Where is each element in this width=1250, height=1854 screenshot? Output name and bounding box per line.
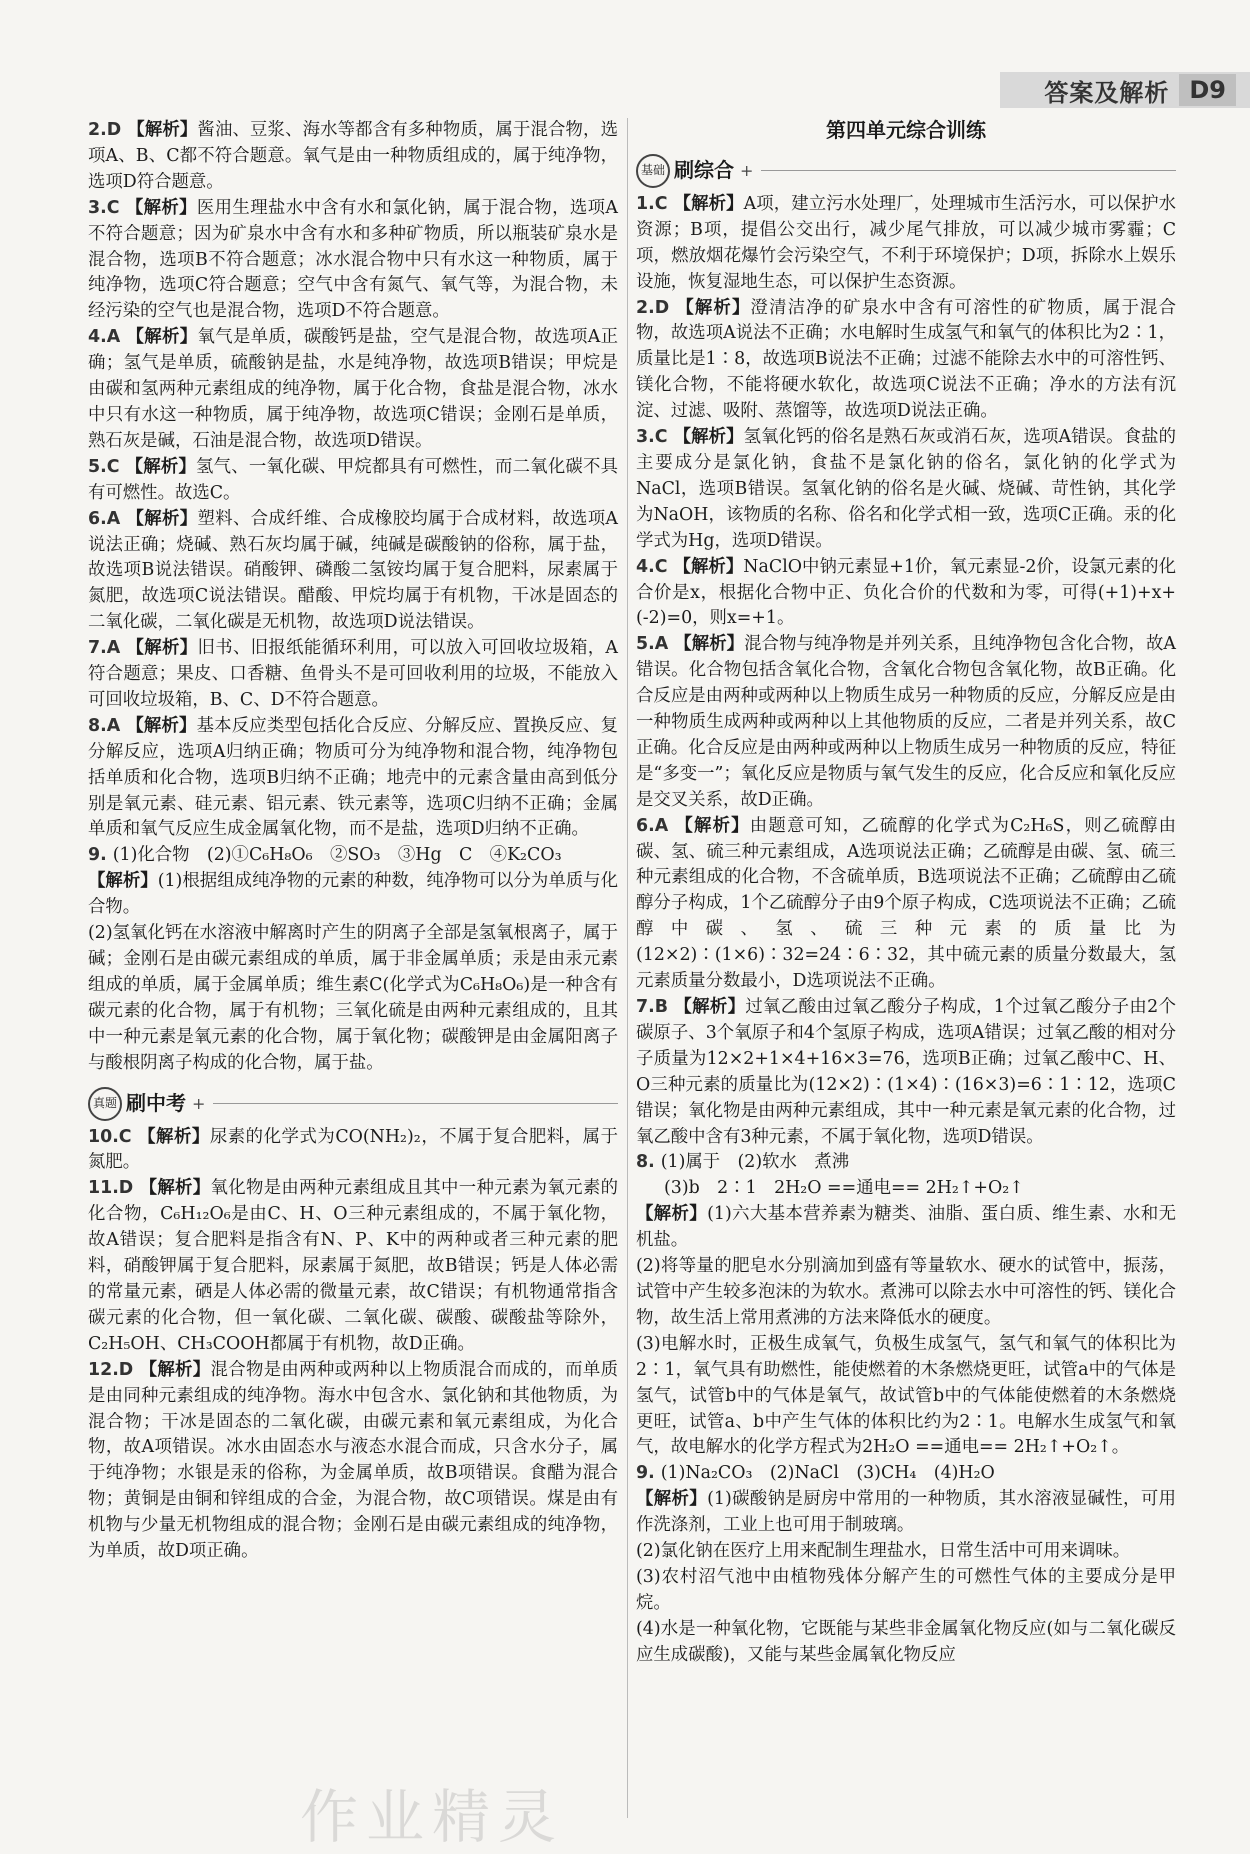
- analysis-paragraph: (2)氯化钠在医疗上用来配制生理盐水，日常生活中可用来调味。: [636, 1541, 1131, 1562]
- answer-text: 氢气、一氧化碳、甲烷都具有可燃性，而二氧化碳不具有可燃性。故选C。: [88, 456, 618, 503]
- answer-text: 氧化物是由两种元素组成且其中一种元素为氧元素的化合物，C₆H₁₂O₆是由C、H、O三种元素组成的，不属于氧化物，故A错误；复合肥料是指含有N、P、K中的两种或者三种元素的肥料，硝酸钾属于复合肥料，尿素属于氮肥，故B错误；钙是人体必需的常量元素，硒是人体必需的微量元素，故C错误；有机物通常指含碳元素的化合物，但一氧化碳、二氧化碳、碳酸、碳酸盐等除外，C₂H₅OH、CH₃COOH都属于有机物，故D正确。: [88, 1178, 618, 1354]
- analysis-tag: 【解析】: [126, 638, 198, 659]
- equation-line: (3)b 2∶1 2H₂O ==通电== 2H₂↑+O₂↑: [664, 1178, 1024, 1199]
- section-header-exam: [88, 1087, 618, 1121]
- analysis-paragraph: (3)电解水时，正极生成氧气，负极生成氢气，氢气和氧气的体积比为2∶1，氧气具有助燃性，能使燃着的木条燃烧更旺，试管a中的气体是氢气，试管b中的气体是氧气，故试管b中的气体能使燃着的木条燃烧更旺，试管a、b中产生气体的体积比约为2∶1。电解水生成氢气和氧气，故电解水的化学方程式为2H₂O ==通电== 2H₂↑+O₂↑。: [636, 1333, 1176, 1458]
- question-number: 7.A: [88, 638, 121, 659]
- answer-text: 氢氧化钙的俗名是熟石灰或消石灰，选项A错误。食盐的主要成分是氯化钠，食盐不是氯化钠的俗名，氯化钠的化学式为NaCl，选项B错误。氢氧化钠的俗名是火碱、烧碱、苛性钠，其化学为NaOH，该物质的名称、俗名和化学式相一致，选项C正确。汞的化学式为Hg，选项D错误。: [636, 427, 1176, 551]
- analysis-tag: 【解析】: [636, 1489, 708, 1510]
- analysis-tag: 【解析】: [636, 1204, 708, 1225]
- question-number: 1.C: [636, 193, 668, 214]
- question-number: 9.: [88, 845, 107, 866]
- answer-text: (1)属于 (2)软水 煮沸: [660, 1152, 850, 1173]
- answer-item: [88, 325, 618, 455]
- page-header: [1000, 72, 1250, 108]
- answer-text: 尿素的化学式为CO(NH₂)₂，不属于复合肥料，属于氮肥。: [88, 1126, 618, 1173]
- answer-text: 氧气是单质，碳酸钙是盐，空气是混合物，故选项A正确；氢气是单质，硫酸钠是盐，水是纯净物，故选项B错误；甲烷是由碳和氢两种元素组成的纯净物，属于化合物，食盐是混合物，冰水中只有水这一种物质，属于纯净物，故选项C错误；金刚石是单质，熟石灰是碱，石油是混合物，故选项D错误。: [88, 327, 618, 451]
- question-number: 6.A: [88, 508, 121, 529]
- answer-item: [636, 995, 1176, 1150]
- right-column: [636, 118, 1176, 1669]
- question-number: 2.D: [88, 120, 122, 140]
- analysis-tag: 【解析】: [125, 456, 197, 477]
- analysis-tag: 【解析】: [673, 193, 744, 214]
- analysis-block: [636, 1487, 1176, 1539]
- answer-text: NaClO中钠元素显+1价，氧元素显-2价，设氯元素的化合价是x，根据化合物中正、负化合价的代数和为零，可得(+1)+x+(-2)=0，则x=+1。: [636, 556, 1176, 629]
- analysis-tag: 【解析】: [673, 997, 746, 1017]
- answer-text: 旧书、旧报纸能循环利用，可以放入可回收垃圾箱，A符合题意；果皮、口香糖、鱼骨头不是可回收利用的垃圾，不能放入可回收垃圾箱，B、C、D不符合题意。: [88, 638, 618, 710]
- left-column: [88, 118, 618, 1565]
- answer-item: [636, 296, 1176, 426]
- question-number: 5.A: [636, 634, 669, 655]
- answer-item: [88, 1176, 618, 1357]
- unit-title: 第四单元综合训练: [826, 118, 986, 142]
- answer-text: 混合物与纯净物是并列关系，且纯净物包含化合物，故A错误。化合物包括含氧化合物，含氧化合物包含氧化物，故B正确。化合反应是由两种或两种以上物质生成另一种物质的反应，分解反应是由一种物质生成两种或两种以上其他物质的反应，二者是并列关系，故C正确。化合反应是由两种或两种以上物质生成另一种物质的反应，特征是“多变一”；氧化反应是物质与氧气发生的反应，化合反应和氧化反应是交叉关系，故D正确。: [636, 634, 1176, 810]
- analysis-paragraph: (2)将等量的肥皂水分别滴加到盛有等量软水、硬水的试管中，振荡，试管中产生较多泡沫的为软水。煮沸可以除去水中可溶性的钙、镁化合物，故生活上常用煮沸的方法来降低水的硬度。: [636, 1256, 1176, 1328]
- answer-item: [88, 196, 618, 326]
- answer-item: [88, 118, 618, 196]
- question-number: 3.C: [88, 197, 120, 218]
- answer-item: [88, 1125, 618, 1177]
- basic-badge-icon: 基础: [636, 154, 670, 188]
- question-number: 8.A: [88, 715, 121, 736]
- analysis-tag: 【解析】: [126, 715, 197, 736]
- answer-item: [88, 636, 618, 714]
- question-number: 11.D: [88, 1178, 134, 1199]
- analysis-block: [88, 869, 618, 921]
- analysis-tag: 【解析】: [675, 297, 751, 318]
- answer-item: [88, 714, 618, 844]
- answer-item: [636, 1150, 1176, 1176]
- answer-text: A项，建立污水处理厂，处理城市生活污水，可以保护水资源；B项，提倡公交出行，减少尾气排放，可以减少城市雾霾；C项，燃放烟花爆竹会污染空气，不利于环境保护；D项，拆除水上娱乐设施，恢复湿地生态，可以保护生态资源。: [636, 193, 1176, 292]
- answer-item: [88, 1358, 618, 1565]
- question-number: 4.C: [636, 556, 668, 577]
- answer-item: [636, 555, 1176, 633]
- analysis-tag: 【解析】: [126, 508, 198, 529]
- plus-icon: +: [192, 1093, 206, 1113]
- analysis-tag: 【解析】: [673, 556, 744, 577]
- answer-text: 由题意可知，乙硫醇的化学式为C₂H₆S，则乙硫醇由碳、氢、硫三种元素组成，A选项说法正确；乙硫醇是由碳、氢、硫三种元素组成的化合物，不含硫单质，B选项说法不正确；乙硫醇由乙硫醇分子构成，1个乙硫醇分子由9个原子构成，C选项说法不正确；乙硫醇中碳、氢、硫三种元素的质量比为(12×2)∶(1×6)∶32=24∶6∶32，其中硫元素的质量分数最大，氢元素质量分数最小，D选项说法不正确。: [636, 815, 1176, 992]
- header-title: 答案及解析: [1044, 78, 1170, 107]
- answer-item: [88, 843, 618, 869]
- analysis-tag: 【解析】: [673, 427, 744, 448]
- answer-item: [636, 632, 1176, 813]
- section-header-comprehensive: [636, 154, 1176, 188]
- page-number: D9: [1179, 74, 1236, 106]
- answer-item: [636, 1461, 1176, 1487]
- answer-text: 澄清洁净的矿泉水中含有可溶性的矿物质，属于混合物，故选项A说法不正确；水电解时生成氢气和氧气的体积比为2∶1，质量比是1∶8，故选项B说法不正确；过滤不能除去水中的可溶性钙、镁化合物，不能将硬水软化，故选项C说法不正确；净水的方法有沉淀、过滤、吸附、蒸馏等，故选项D说法正确。: [636, 297, 1176, 422]
- analysis-paragraph: (4)水是一种氧化物，它既能与某些非金属氧化物反应(如与二氧化碳反应生成碳酸)，又能与某些金属氧化物反应: [636, 1618, 1176, 1665]
- answer-item: [636, 425, 1176, 555]
- analysis-tag: 【解析】: [88, 871, 158, 892]
- analysis-tag: 【解析】: [139, 1178, 211, 1199]
- analysis-tag: 【解析】: [125, 197, 197, 218]
- exam-badge-icon: 真题: [88, 1087, 122, 1121]
- question-number: 8.: [636, 1152, 655, 1173]
- answer-text: 过氧乙酸由过氧乙酸分子构成，1个过氧乙酸分子由2个碳原子、3个氧原子和4个氢原子构成，选项A错误；过氧乙酸的相对分子质量为12×2+1×4+16×3=76，选项B正确；过氧乙酸中C、H、O三种元素的质量比为(12×2)∶(1×4)∶(16×3)=6∶1∶12，选项C错误；氧化物是由两种元素组成，其中一种元素是氧元素的化合物，过氧乙酸中含有3种元素，不属于氧化物，选项D错误。: [636, 997, 1176, 1147]
- question-number: 3.C: [636, 427, 668, 448]
- question-number: 4.A: [88, 327, 121, 348]
- answer-text: 酱油、豆浆、海水等都含有多种物质，属于混合物，选项A、B、C都不符合题意。氧气是由一种物质组成的，属于纯净物，选项D符合题意。: [88, 120, 618, 192]
- analysis-tag: 【解析】: [127, 120, 198, 140]
- analysis-tag: 【解析】: [674, 815, 750, 836]
- answer-item: [88, 455, 618, 507]
- section-rule: [213, 1103, 618, 1104]
- analysis-paragraph: (2)氢氧化钙在水溶液中解离时产生的阴离子全部是氢氧根离子，属于碱；金刚石是由碳元素组成的单质，属于非金属单质；汞是由汞元素组成的单质，属于金属单质；维生素C(化学式为C₆H₈O₆)是一种含有碳元素的化合物，属于有机物；三氧化硫是由两种元素组成的，且其中一种元素是氧元素的化合物，属于氧化物；碳酸钾是由金属阳离子与酸根阴离子构成的化合物，属于盐。: [88, 923, 618, 1073]
- answer-item: [636, 814, 1176, 995]
- plus-icon: +: [740, 160, 754, 180]
- watermark: 作业精灵: [300, 1783, 565, 1851]
- question-number: 7.B: [636, 997, 668, 1017]
- answer-text: (1)Na₂CO₃ (2)NaCl (3)CH₄ (4)H₂O: [660, 1463, 995, 1484]
- analysis-paragraph: (3)农村沼气池中由植物残体分解产生的可燃性气体的主要成分是甲烷。: [636, 1566, 1176, 1613]
- analysis-text: (1)碳酸钠是厨房中常用的一种物质，其水溶液显碱性，可用作洗涤剂，工业上也可用于制玻璃。: [636, 1489, 1176, 1536]
- question-number: 6.A: [636, 815, 669, 836]
- section-rule: [761, 170, 1176, 171]
- answer-text: 基本反应类型包括化合反应、分解反应、置换反应、复分解反应，选项A归纳正确；物质可分为纯净物和混合物，纯净物包括单质和化合物，选项B归纳不正确；地壳中的元素含量由高到低分别是氧元素、硅元素、铝元素、铁元素等，选项C归纳不正确；金属单质和氧气反应生成金属氧化物，而不是盐，选项D归纳不正确。: [88, 715, 618, 840]
- analysis-tag: 【解析】: [126, 327, 198, 348]
- answer-text: 塑料、合成纤维、合成橡胶均属于合成材料，故选项A说法正确；烧碱、熟石灰均属于碱，纯碱是碳酸钠的俗称，属于盐，故选项B说法错误。硝酸钾、磷酸二氢铵均属于复合肥料，尿素属于氮肥，故选项C说法错误。醋酸、甲烷均属于有机物，干冰是固态的二氧化碳，二氧化碳是无机物，故选项D说法错误。: [88, 508, 618, 633]
- question-number: 9.: [636, 1463, 655, 1484]
- analysis-block: [636, 1202, 1176, 1254]
- question-number: 5.C: [88, 456, 120, 477]
- analysis-tag: 【解析】: [674, 634, 745, 655]
- analysis-text: (1)根据组成纯净物的元素的种数，纯净物可以分为单质与化合物。: [88, 871, 618, 918]
- analysis-tag: 【解析】: [137, 1126, 210, 1147]
- question-number: 10.C: [88, 1126, 132, 1147]
- answer-text: 医用生理盐水中含有水和氯化钠，属于混合物，选项A不符合题意；因为矿泉水中含有水和多种矿物质，所以瓶装矿泉水是混合物，选项B不符合题意；冰水混合物中只有水这一种物质，属于纯净物，选项C符合题意；空气中含有氮气、氧气等，为混合物，未经污染的空气也是混合物，选项D不符合题意。: [88, 197, 618, 322]
- question-number: 2.D: [636, 297, 670, 318]
- analysis-tag: 【解析】: [139, 1359, 211, 1380]
- answer-item: [636, 192, 1176, 296]
- question-number: 12.D: [88, 1359, 134, 1380]
- section-label: 刷综合: [674, 157, 734, 182]
- answer-text: (1)化合物 (2)①C₆H₈O₆ ②SO₃ ③Hg C ④K₂CO₃: [112, 845, 562, 866]
- analysis-text: (1)六大基本营养素为糖类、油脂、蛋白质、维生素、水和无机盐。: [636, 1204, 1176, 1251]
- section-label: 刷中考: [126, 1090, 186, 1115]
- answer-text: 混合物是由两种或两种以上物质混合而成的，而单质是由同种元素组成的纯净物。海水中包含水、氯化钠和其他物质，为混合物；干冰是固态的二氧化碳，由碳元素和氧元素组成，为化合物，故A项错误。冰水由固态水与液态水混合而成，只含水分子，属于纯净物；水银是汞的俗称，为金属单质，故B项错误。食醋为混合物；黄铜是由铜和锌组成的合金，为混合物，故C项错误。煤是由有机物与少量无机物组成的混合物；金刚石是由碳元素组成的纯净物，为单质，故D项正确。: [88, 1359, 618, 1562]
- answer-item: [88, 507, 618, 637]
- column-divider: [627, 118, 628, 1818]
